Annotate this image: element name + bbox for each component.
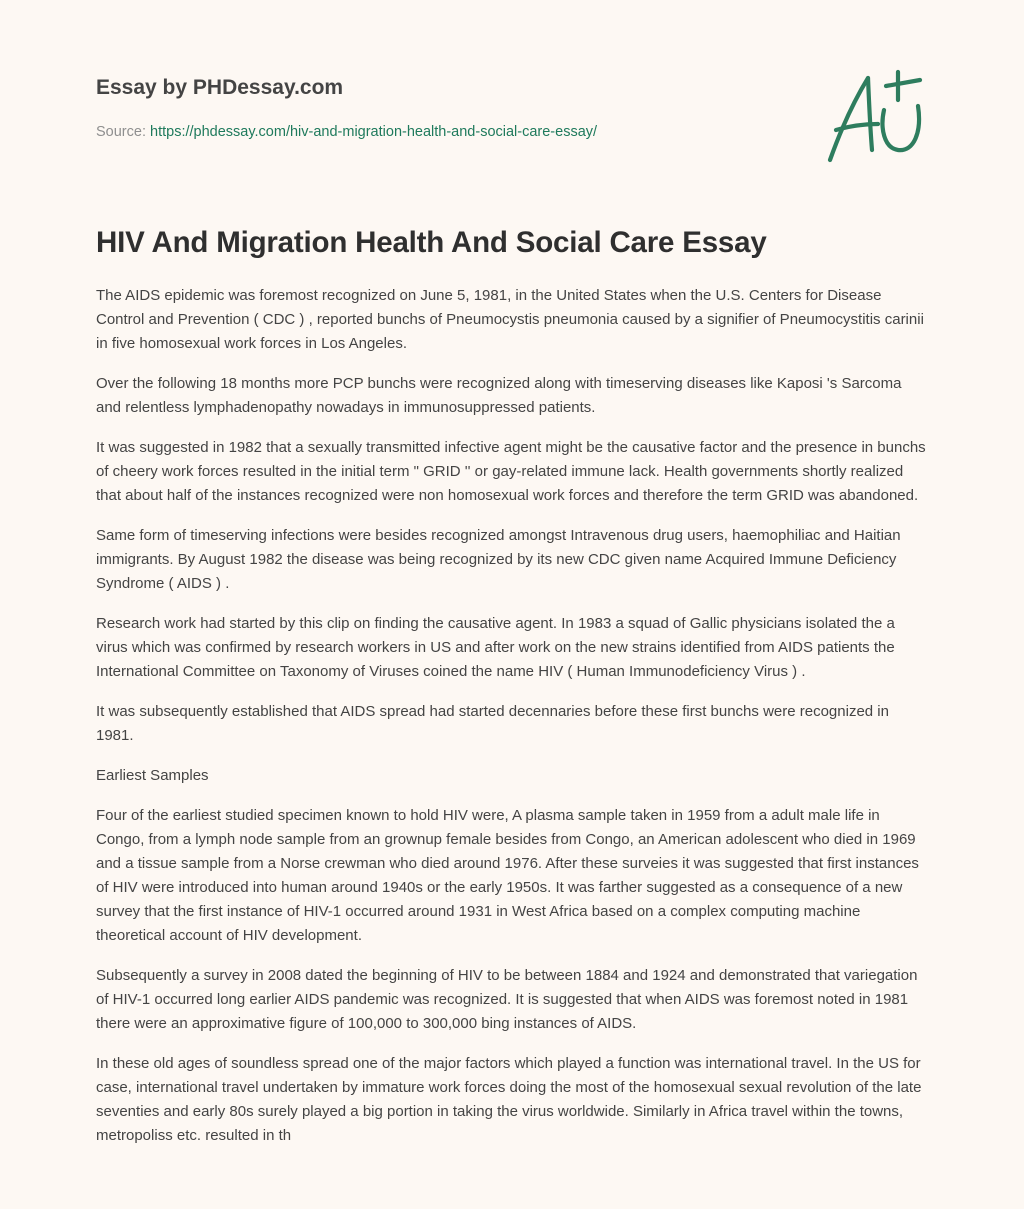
a-plus-logo-icon — [822, 66, 926, 166]
paragraph: It was subsequently established that AIDS spread had started decennaries before these first bunchs were recognized in 1981. — [96, 703, 889, 744]
paragraph: Research work had started by this clip on finding the causative agent. In 1983 a squad of Gallic physicians isolated the a virus which was confirmed by research workers in US and after work on the new strains identified from AIDS patients the International Committee on Taxonomy of Viruses coined the name HIV ( Human Immunodeficiency Virus ) . — [96, 615, 895, 680]
paragraph: Four of the earliest studied specimen known to hold HIV were, A plasma sample taken in 1959 from a adult male life in Congo, from a lymph node sample from an grownup female besides from Congo, an American adolescent who died in 1969 and a tissue sample from a Norse crewman who died around 1976. After these surveies it was suggested that first instances of HIV were introduced into human around 1940s or the early 1950s. It was farther suggested as a consequence of a new survey that the first instance of HIV-1 occurred around 1931 in West Africa based on a complex computing machine theoretical account of HIV development. — [96, 807, 919, 944]
paragraph: In these old ages of soundless spread one of the major factors which played a function was international travel. In the US for case, international travel undertaken by immature work forces doing the most of the homosexual sexual revolution of the late seventies and early 80s surely played a big portion in taking the virus worldwide. Similarly in Africa travel within the towns, metropoliss etc. resulted in th — [96, 1055, 922, 1144]
paragraph: Subsequently a survey in 2008 dated the beginning of HIV to be between 1884 and 1924 and demonstrated that variegation of HIV-1 occurred long earlier AIDS pandemic was recognized. It is suggested that when AIDS was foremost noted in 1981 there were an approximative figure of 100,000 to 300,000 bing instances of AIDS. — [96, 967, 918, 1032]
site-brand: Essay by PHDessay.com — [96, 76, 344, 99]
paragraph: Over the following 18 months more PCP bunchs were recognized along with timeserving diseases like Kaposi 's Sarcoma and relentless lymphadenopathy nowadays in immunosuppressed patients. — [96, 375, 902, 416]
paragraph: Same form of timeserving infections were besides recognized amongst Intravenous drug users, haemophiliac and Haitian immigrants. By August 1982 the disease was being recognized by its new CDC given name Acquired Immune Deficiency Syndrome ( AIDS ) . — [96, 527, 901, 592]
section-heading: Earliest Samples — [96, 767, 209, 784]
source-line — [96, 124, 597, 140]
paragraph: It was suggested in 1982 that a sexually transmitted infective agent might be the causative factor and the presence in bunchs of cheery work forces resulted in the initial term " GRID '' or gay-related immune lack. Health governments shortly realized that about half of the instances recognized were non homosexual work forces and therefore the term GRID was abandoned. — [96, 439, 926, 504]
source-label: Source: — [96, 124, 146, 140]
paragraph: The AIDS epidemic was foremost recognized on June 5, 1981, in the United States when the U.S. Centers for Disease Control and Prevention ( CDC ) , reported bunchs of Pneumocystis pneumonia caused by a signifier of Pneumocystitis carinii in five homosexual work forces in Los Angeles. — [96, 287, 924, 352]
essay-title: HIV And Migration Health And Social Care Essay — [96, 226, 767, 259]
source-link[interactable]: https://phdessay.com/hiv-and-migration-health-and-social-care-essay/ — [150, 124, 598, 140]
essay-body — [96, 284, 928, 1164]
